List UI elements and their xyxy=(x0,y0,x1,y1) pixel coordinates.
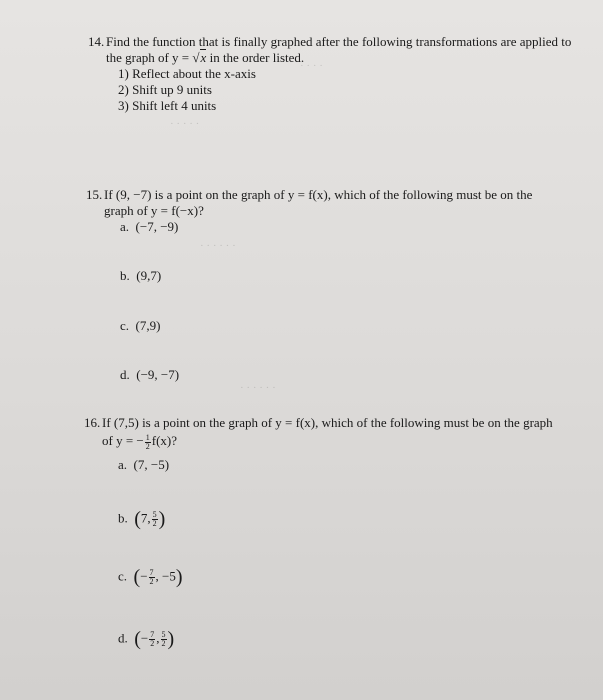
fraction-denominator: 2 xyxy=(145,441,150,451)
q15-prompt-line1: If (9, −7) is a point on the graph of y = f(x), which of the following must be on the xyxy=(104,187,533,202)
q16-option-b[interactable] xyxy=(118,508,165,531)
q16-option-c[interactable] xyxy=(118,566,183,589)
fraction-numerator: 5 xyxy=(152,510,157,519)
fraction xyxy=(161,631,167,648)
option-value: − xyxy=(140,568,148,584)
q16-number: 16. xyxy=(84,415,101,430)
q14-prompt-text: the graph of y = xyxy=(106,50,193,65)
q14-step-2 xyxy=(118,82,212,98)
q15-option-a[interactable] xyxy=(120,219,178,235)
option-letter: b. xyxy=(118,510,128,526)
step-text: Shift up 9 units xyxy=(132,82,212,97)
option-value: (7, −5) xyxy=(133,457,170,472)
paren-close: ) xyxy=(167,628,175,650)
option-letter: d. xyxy=(120,367,130,382)
fraction-denominator: 2 xyxy=(152,519,157,528)
option-value: , xyxy=(156,630,160,646)
q16-prompt-line2 xyxy=(102,433,177,451)
paren-close: ) xyxy=(158,508,166,530)
q15-option-d[interactable] xyxy=(120,367,179,383)
bleed-through-text: · · · · · xyxy=(170,118,200,130)
option-letter: c. xyxy=(118,568,128,584)
option-value: , −5 xyxy=(155,568,176,584)
fraction-denominator: 2 xyxy=(161,639,166,648)
option-letter: a. xyxy=(120,219,130,234)
bleed-through-text: · · · · · · xyxy=(200,240,236,252)
step-number: 2) xyxy=(118,82,129,97)
option-letter: b. xyxy=(120,268,130,283)
q15-option-c[interactable] xyxy=(120,318,160,334)
fraction xyxy=(152,511,158,528)
option-value: 7, xyxy=(140,510,151,526)
q15-number: 15. xyxy=(86,187,103,202)
fraction-numerator: 7 xyxy=(150,630,155,639)
q14-prompt-line2 xyxy=(106,50,304,66)
q16-option-d[interactable] xyxy=(118,628,174,651)
step-number: 1) xyxy=(118,66,129,81)
step-text: Shift left 4 units xyxy=(132,98,217,113)
sqrt-sign: √ xyxy=(192,50,200,65)
paren-open: ( xyxy=(133,566,141,588)
step-number: 3) xyxy=(118,98,129,113)
sqrt-variable: x xyxy=(200,50,207,65)
option-letter: c. xyxy=(120,318,130,333)
q14-step-3 xyxy=(118,98,216,114)
fraction xyxy=(149,631,155,648)
option-letter: a. xyxy=(118,457,128,472)
q15-option-b[interactable] xyxy=(120,268,161,284)
q16-option-a[interactable] xyxy=(118,457,169,473)
step-text: Reflect about the x-axis xyxy=(132,66,256,81)
q14-step-1 xyxy=(118,66,256,82)
one-half-fraction xyxy=(145,434,151,451)
fraction-denominator: 2 xyxy=(150,639,155,648)
option-value: (−9, −7) xyxy=(136,367,180,382)
bleed-through-text: · · · · · · xyxy=(240,382,276,394)
fraction xyxy=(149,569,155,586)
bleed-through-text: · · · · xyxy=(300,60,323,72)
fraction-numerator: 5 xyxy=(161,630,166,639)
option-value: − xyxy=(140,630,149,646)
q14-prompt-text: in the order listed. xyxy=(206,50,305,65)
q16-prompt-line1: If (7,5) is a point on the graph of y = f(x), which of the following must be on the graph xyxy=(102,415,553,430)
q15-prompt-line2: graph of y = f(−x)? xyxy=(104,203,204,218)
option-value: (9,7) xyxy=(136,268,162,283)
paren-close: ) xyxy=(175,566,183,588)
q14-number: 14. xyxy=(88,34,105,49)
option-value: (−7, −9) xyxy=(135,219,179,234)
fraction-numerator: 1 xyxy=(145,432,150,442)
fraction-numerator: 7 xyxy=(149,568,154,577)
q16-prompt-text: of y = − xyxy=(102,433,144,448)
q14-prompt-line1: Find the function that is finally graphed after the following transformations are applied to xyxy=(106,34,572,49)
paren-open: ( xyxy=(134,508,141,530)
fraction-denominator: 2 xyxy=(149,577,154,586)
paren-open: ( xyxy=(134,628,141,650)
option-value: (7,9) xyxy=(135,318,161,333)
q16-prompt-text: f(x)? xyxy=(151,433,178,448)
option-letter: d. xyxy=(118,630,128,646)
